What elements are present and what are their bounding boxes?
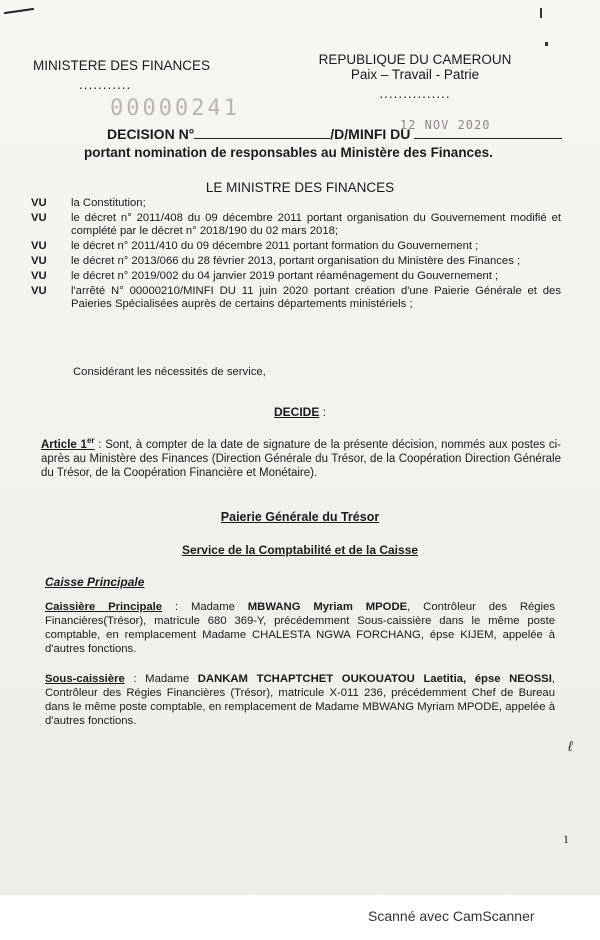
decision-middle: /D/MINFI DU (330, 126, 411, 142)
appointment-text: , Contrôleur des Régies Financières (Trésor), matricule X-011 236, précédemment Chef de Bureau dans le même poste comptable, en remplacement de Madame MBWANG Myriam MPODE, appelée à d'autres fonctions. (45, 673, 555, 727)
minister-title: LE MINISTRE DES FINANCES (205, 180, 395, 195)
article-label-sup: er (86, 436, 95, 445)
vu-text: la Constitution; (71, 197, 146, 209)
vu-text: le décret n° 2019/002 du 04 janvier 2019 portant réaménagement du Gouvernement ; (71, 270, 499, 282)
ministry-header (33, 58, 243, 92)
caisse-heading: Caisse Principale (45, 575, 145, 589)
page-number: 1 (563, 832, 569, 846)
article-label-text: Article 1 (41, 438, 87, 451)
handwritten-initial: ℓ (568, 738, 573, 754)
vu-text: l'arrêté N° 00000210/MINFI DU 11 juin 2020 portant création d'une Paierie Générale et des Paieries Spécialisées auprès de certains départements ministériels ; (71, 285, 561, 310)
appointee-name: MBWANG Myriam MPODE (247, 601, 408, 613)
motto: Paix – Travail - Patrie (350, 67, 480, 82)
vu-item (31, 255, 561, 268)
republic-header (300, 52, 530, 101)
pen-mark (540, 8, 542, 18)
vu-item (31, 270, 561, 283)
post-after-label: : Madame (162, 601, 248, 613)
section-heading: Paierie Générale du Trésor (220, 510, 380, 524)
decision-prefix: DECISION N° (107, 126, 195, 142)
article-1 (41, 434, 561, 480)
number-blank (194, 126, 330, 139)
appointment-text: , Contrôleur des Régies Financières(Trésor), matricule 680 369-Y, précédemment Sous-caissière dans le même poste comptable, en remplacement Madame CHALESTA NGWA FORCHANG, épse KIJEM, appelée à d'autres fonctions. (45, 601, 555, 655)
article-text: : Sont, à compter de la date de signature de la présente décision, nommés aux postes ci-après au Ministère des Finances (Direction Générale du Trésor, de la Coopération Direction Générale du Trésor, de la Coopération Financière et Monétaire). (41, 438, 561, 479)
post-label: Caissière Principale (45, 601, 163, 613)
republic-dots: ............... (379, 86, 451, 101)
scanner-label: Scanné avec CamScanner (368, 908, 535, 924)
vu-key: VU (31, 212, 47, 224)
vu-key: VU (31, 285, 47, 297)
vu-item (31, 240, 561, 253)
decision-subject: portant nomination de responsables au Ministère des Finances. (84, 145, 493, 160)
decide-colon: : (319, 405, 326, 419)
vu-text: le décret n° 2011/410 du 09 décembre 2011 portant formation du Gouvernement ; (71, 240, 479, 252)
decide-heading (0, 405, 600, 419)
date-stamp: 12 NOV 2020 (400, 118, 491, 132)
vu-list (31, 197, 561, 313)
pen-mark (545, 42, 548, 46)
vu-text: le décret n° 2013/066 du 28 février 2013, portant organisation du Ministère des Finances ; (71, 255, 521, 267)
pen-mark (4, 8, 34, 14)
vu-item (31, 285, 561, 311)
considerant: Considérant les nécessités de service, (73, 366, 266, 378)
vu-text: le décret n° 2011/408 du 09 décembre 2011 portant organisation du Gouvernement modifié et complété par le décret n° 2018/190 du 02 mars 2018; (71, 212, 561, 237)
service-heading: Service de la Comptabilité et de la Caisse (181, 543, 419, 557)
vu-key: VU (31, 197, 47, 209)
appointment-paragraph (45, 600, 555, 656)
decide-word: DECIDE (273, 405, 320, 419)
ministry-name: MINISTERE DES FINANCES (33, 58, 211, 73)
ministry-dots: ........... (79, 77, 132, 92)
vu-key: VU (31, 240, 47, 252)
date-blank (414, 126, 562, 139)
decision-number-stamp: 00000241 (110, 96, 240, 121)
decision-line (107, 126, 562, 142)
post-label: Sous-caissière (45, 673, 125, 685)
republic-name: REPUBLIQUE DU CAMEROUN (318, 52, 512, 67)
vu-item (31, 212, 561, 238)
appointment-paragraph (45, 672, 555, 728)
vu-key: VU (31, 270, 47, 282)
post-after-label: : Madame (124, 673, 198, 685)
vu-key: VU (31, 255, 47, 267)
appointee-name: DANKAM TCHAPTCHET OUKOUATOU Laetitia, épse NEOSSI (197, 673, 552, 685)
vu-item (31, 197, 561, 210)
article-label (41, 436, 95, 451)
